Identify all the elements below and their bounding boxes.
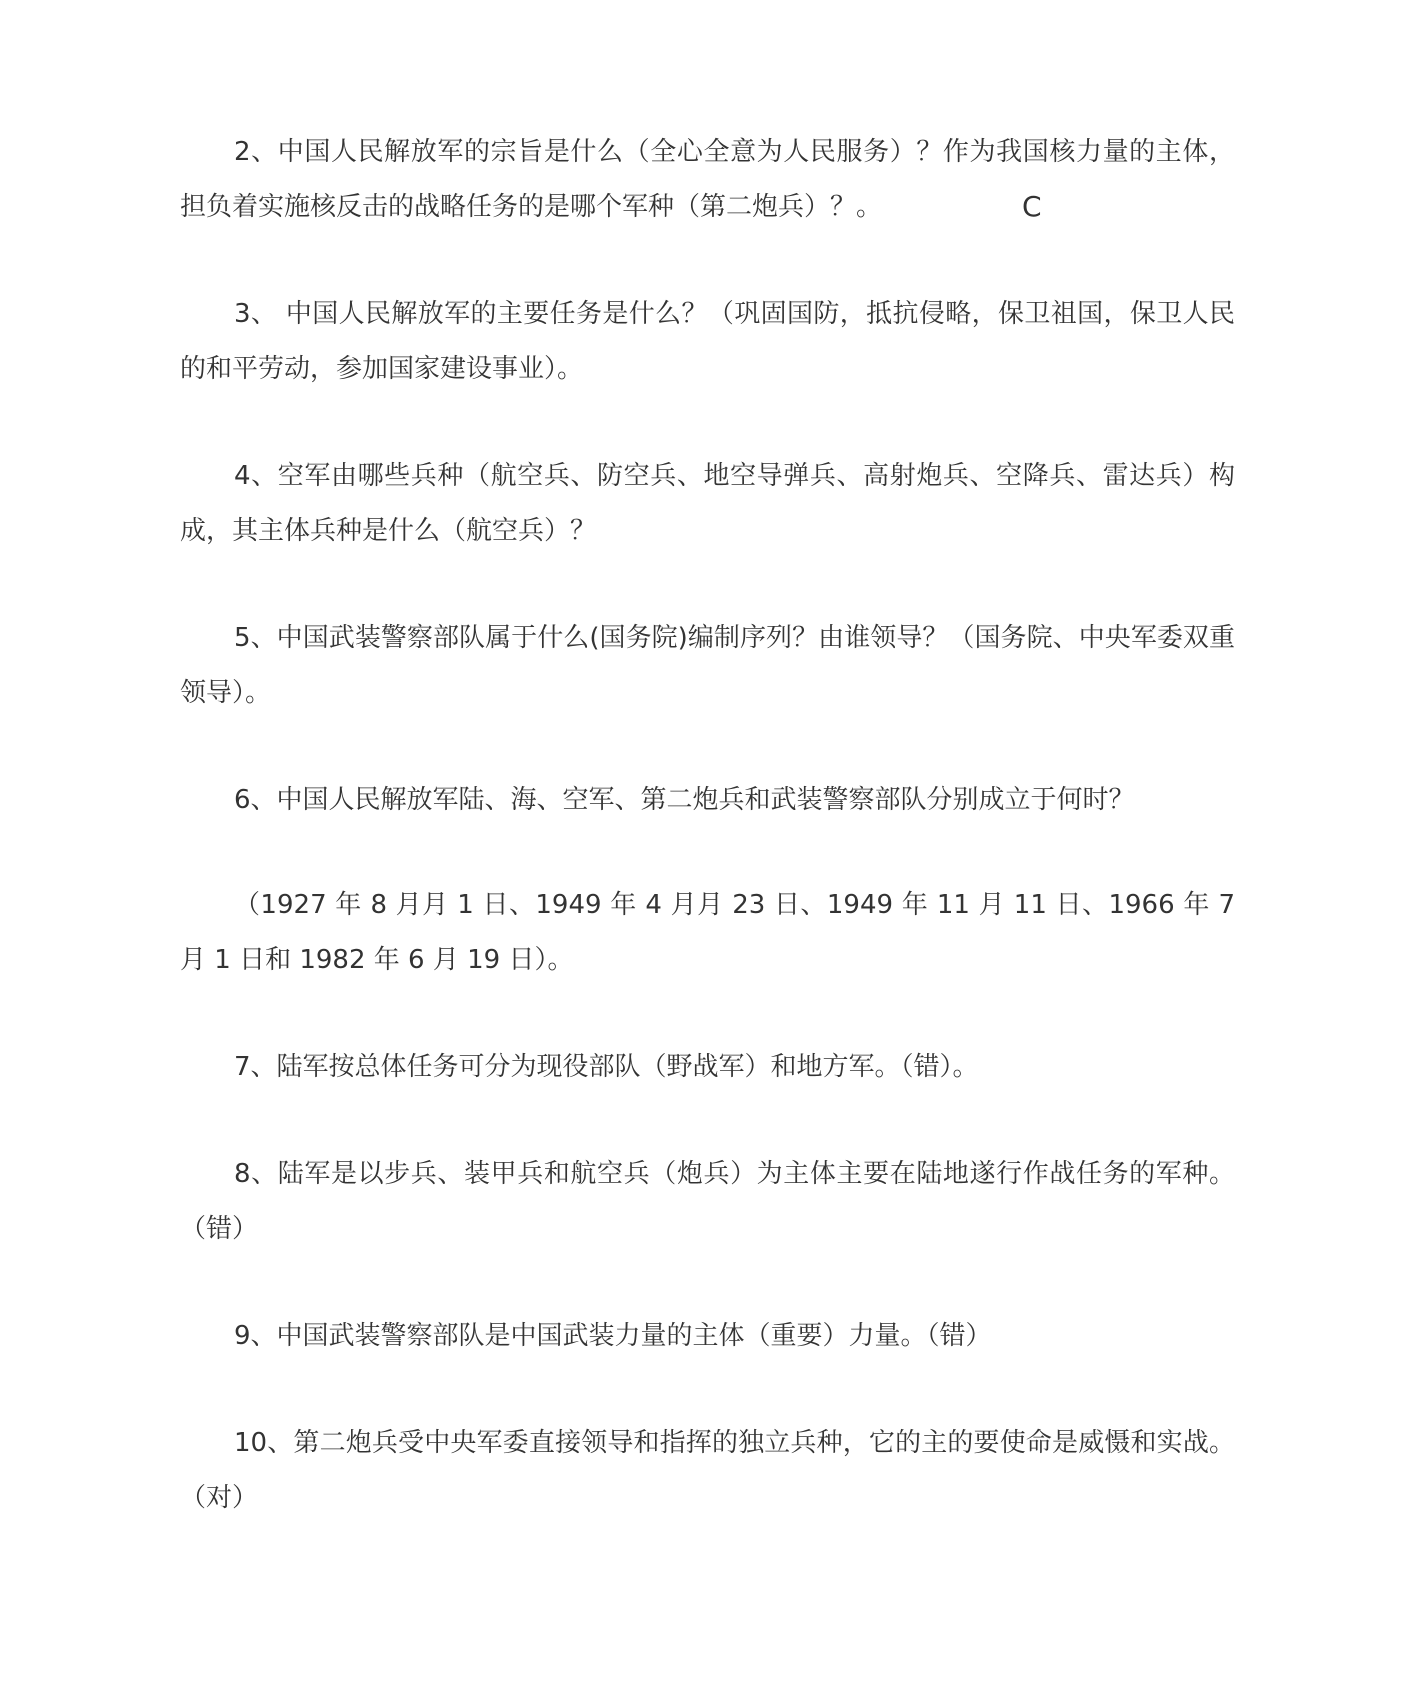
question-list	[180, 125, 1235, 1578]
question-2: 2、中国人民解放军的宗旨是什么（全心全意为人民服务）？作为我国核力量的主体，担负着实施核反击的战略任务的是哪个军种（第二炮兵）？。	[180, 137, 1235, 222]
question-7: 7、陆军按总体任务可分为现役部队（野战军）和地方军。（错）。	[234, 1052, 979, 1082]
question-9: 9、中国武装警察部队是中国武装力量的主体（重要）力量。（错）	[234, 1321, 992, 1351]
question-8: 8、陆军是以步兵、装甲兵和航空兵（炮兵）为主体主要在陆地遂行作战任务的军种。（错）	[180, 1159, 1235, 1244]
question-10: 10、第二炮兵受中央军委直接领导和指挥的独立兵种，它的主的要使命是威慑和实战。（对）	[180, 1428, 1235, 1513]
question-3: 3、 中国人民解放军的主要任务是什么？（巩固国防，抵抗侵略，保卫祖国，保卫人民的和平劳动，参加国家建设事业）。	[180, 299, 1235, 384]
question-4: 4、空军由哪些兵种（航空兵、防空兵、地空导弹兵、高射炮兵、空降兵、雷达兵）构成，其主体兵种是什么（航空兵）？	[180, 461, 1235, 546]
question-5: 5、中国武装警察部队属于什么(国务院)编制序列？由谁领导？（国务院、中央军委双重领导）。	[180, 623, 1235, 708]
question-6-answer: （1927 年 8 月月 1 日、1949 年 4 月月 23 日、1949 年 11 月 11 日、1966 年 7 月 1 日和 1982 年 6 月 19 日）。	[180, 890, 1235, 975]
answer-marker: C	[1022, 190, 1042, 223]
question-6: 6、中国人民解放军陆、海、空军、第二炮兵和武装警察部队分别成立于何时？	[234, 785, 1135, 815]
